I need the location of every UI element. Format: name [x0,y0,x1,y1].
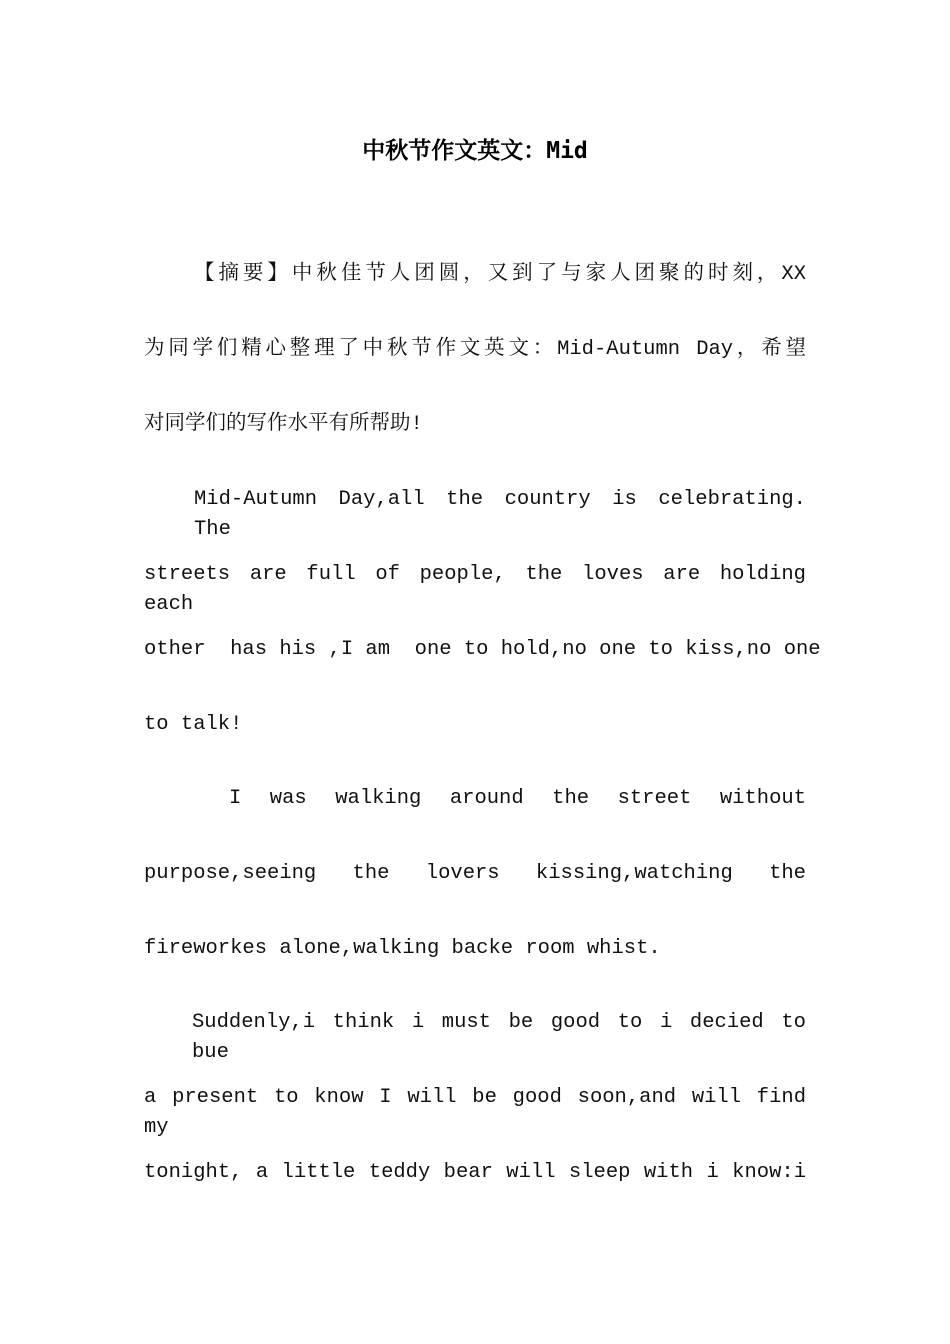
paragraph-line: tonight, a little teddy bear will sleep with i know:i [144,1161,806,1184]
paragraph-line: other has his ,I am one to hold,no one to kiss,no one [144,638,821,661]
paragraph-line: fireworkes alone,walking backe room whist. [144,937,661,960]
paragraph-line: 【摘要】中秋佳节人团圆，又到了与家人团聚的时刻，XX [194,263,806,286]
paragraph-line: 为同学们精心整理了中秋节作文英文：Mid-Autumn Day，希望 [144,338,806,361]
paragraph-line: to talk! [144,713,243,736]
paragraph-line: I was walking around the street without [229,787,806,810]
paragraph-line: purpose,seeing the lovers kissing,watching the [144,862,806,885]
paragraph-line: a present to know I will be good soon,and will find my [144,1086,806,1139]
paragraph-line: Mid-Autumn Day,all the country is celebrating. The [194,488,806,541]
document-title: 中秋节作文英文：Mid [362,138,588,164]
paragraph-line: streets are full of people, the loves are holding each [144,563,806,616]
paragraph-line: Suddenly,i think i must be good to i decied to bue [192,1011,806,1064]
paragraph-line: 对同学们的写作水平有所帮助! [144,413,423,436]
